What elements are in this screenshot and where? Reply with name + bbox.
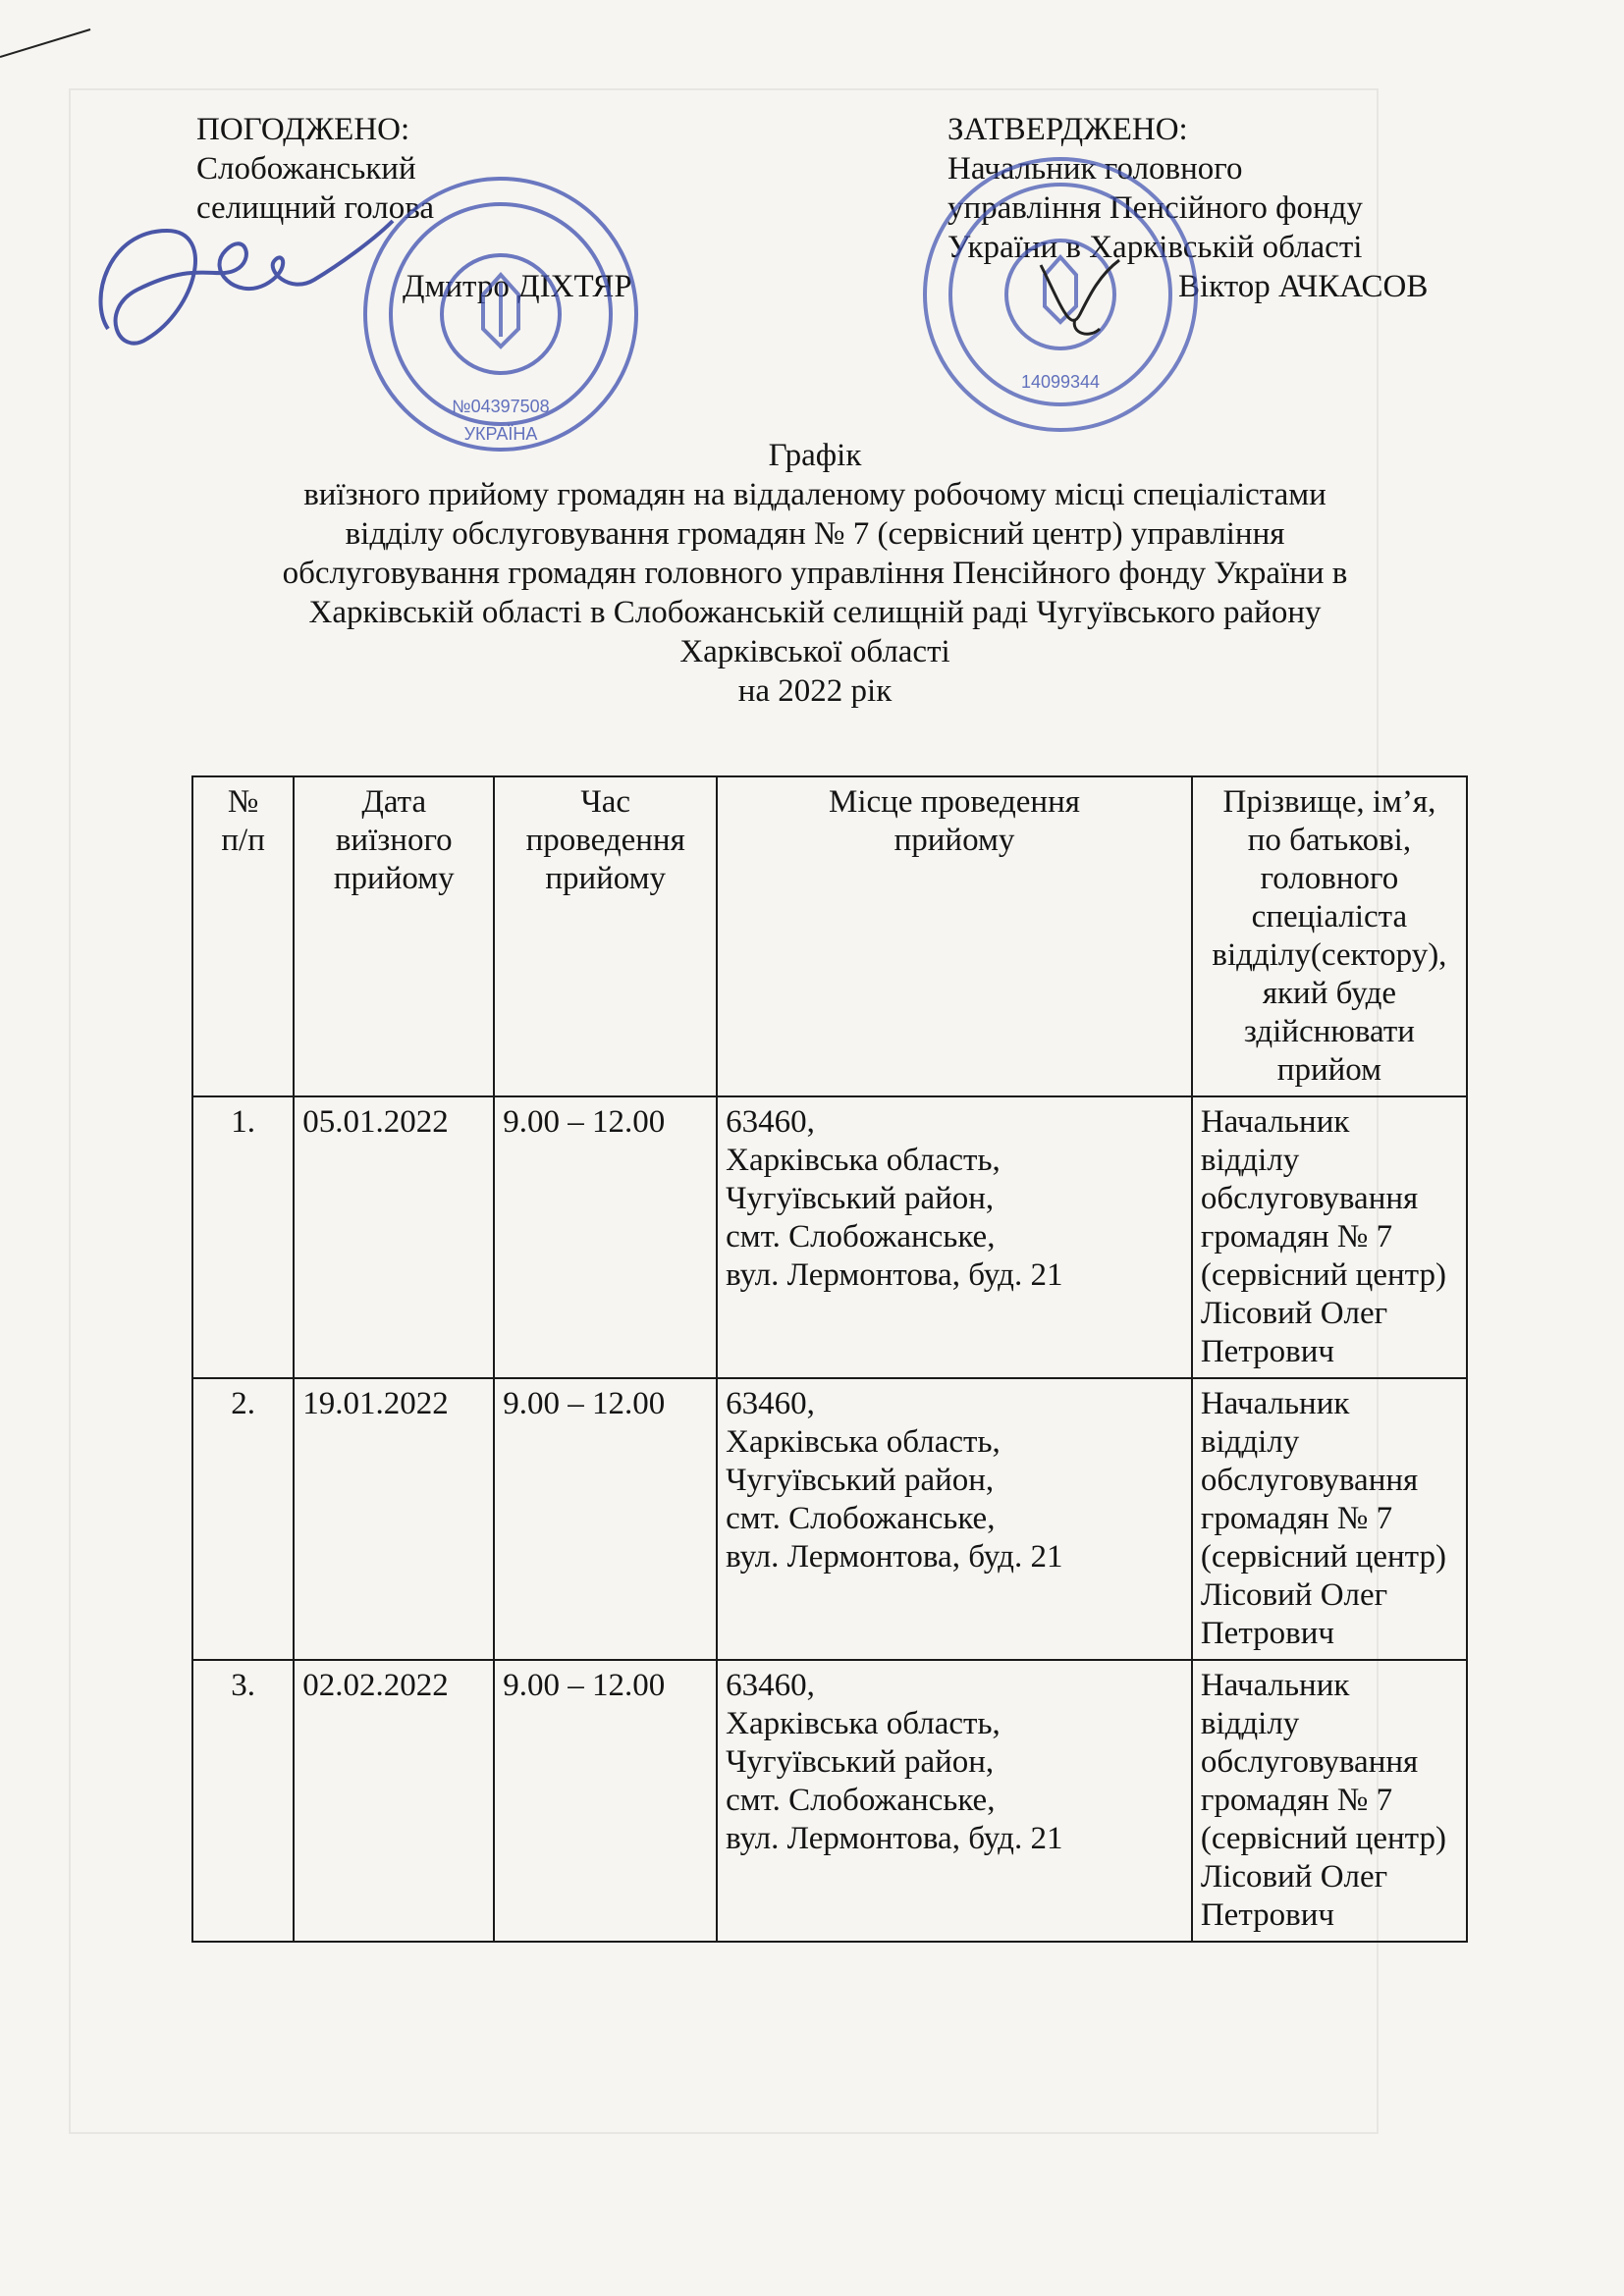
approval-right-name: Віктор АЧКАСОВ [1178,269,1429,304]
header-time: Час проведення прийому [494,776,717,1096]
title-line-1: Графік [768,438,862,473]
approval-right-role-line3: України в Харківській області [947,230,1363,265]
approval-left-name: Дмитро ДІХТЯР [403,269,632,304]
signature-right [1021,245,1139,353]
header-date: Дата виїзного прийому [294,776,494,1096]
stamp-right-code: 14099344 [1020,372,1101,392]
row-date: 19.01.2022 [294,1378,494,1660]
header-person: Прізвище, ім’я, по батькові, головного спеціаліста відділу(сектору), який буде здійснювати прийом [1192,776,1467,1096]
row-person: Начальник відділу обслуговування громадян № 7 (сервісний центр) Лісовий Олег Петрович [1192,1378,1467,1660]
approval-left-role-line1: Слобожанський [196,151,416,187]
title-line-7: на 2022 рік [737,673,893,709]
approval-right-role-line1: Начальник головного [947,151,1243,187]
title-line-4: обслуговування громадян головного управління Пенсійного фонду України в [282,556,1348,591]
stamp-left-code: №04397508 [452,397,550,416]
row-place: 63460, Харківська область, Чугуївський район, смт. Слобожанське, вул. Лермонтова, буд. 21 [717,1096,1192,1378]
row-date: 02.02.2022 [294,1660,494,1942]
table-row [192,1378,1467,1660]
document-title [137,436,1492,711]
title-line-6: Харківської області [679,634,950,669]
table-header-row [192,776,1467,1096]
row-place: 63460, Харківська область, Чугуївський район, смт. Слобожанське, вул. Лермонтова, буд. 21 [717,1378,1192,1660]
header-num: № п/п [192,776,294,1096]
approval-left-role-line2: селищний голова [196,190,435,226]
table-row [192,1660,1467,1942]
row-person: Начальник відділу обслуговування громадян № 7 (сервісний центр) Лісовий Олег Петрович [1192,1096,1467,1378]
row-time: 9.00 – 12.00 [494,1378,717,1660]
title-line-2: виїзного прийому громадян на віддаленому робочому місці спеціалістами [303,477,1326,512]
row-time: 9.00 – 12.00 [494,1096,717,1378]
table-row [192,1096,1467,1378]
approval-right-heading: ЗАТВЕРДЖЕНО: [947,112,1188,147]
row-date: 05.01.2022 [294,1096,494,1378]
row-num: 1. [192,1096,294,1378]
row-person: Начальник відділу обслуговування громадян № 7 (сервісний центр) Лісовий Олег Петрович [1192,1660,1467,1942]
approval-left-heading: ПОГОДЖЕНО: [196,112,410,147]
row-num: 3. [192,1660,294,1942]
title-line-3: відділу обслуговування громадян № 7 (сервісний центр) управління [345,516,1285,552]
title-line-5: Харківській області в Слобожанській селищній раді Чугуївського району [308,595,1322,630]
row-time: 9.00 – 12.00 [494,1660,717,1942]
schedule-table [191,775,1468,1943]
stamp-left-country: УКРАЇНА [463,424,538,444]
row-place: 63460, Харківська область, Чугуївський район, смт. Слобожанське, вул. Лермонтова, буд. 21 [717,1660,1192,1942]
header-place: Місце проведення прийому [717,776,1192,1096]
scan-edge-mark [0,0,118,79]
signature-left [79,191,403,368]
approval-right-role-line2: управління Пенсійного фонду [947,190,1363,226]
row-num: 2. [192,1378,294,1660]
